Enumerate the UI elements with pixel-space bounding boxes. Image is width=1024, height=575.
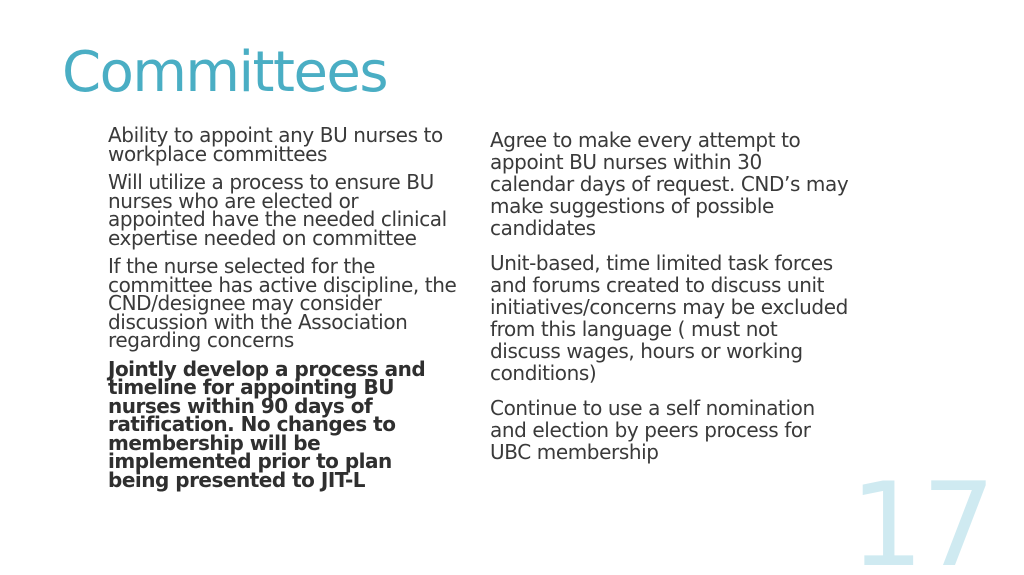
slide-title: Committees bbox=[62, 40, 388, 105]
left-column bbox=[108, 123, 458, 499]
left-bullet-3: If the nurse selected for the committee has active discipline, the CND/designee may consider discussion with the Association regarding concerns bbox=[108, 254, 457, 352]
right-bullet-2: Unit-based, time limited task forces and forums created to discuss unit initiatives/concerns may be excluded from this language ( must not discuss wages, hours or working conditions) bbox=[490, 251, 848, 385]
left-bullet-2: Will utilize a process to ensure BU nurses who are elected or appointed have the needed clinical expertise needed on committee bbox=[108, 170, 447, 250]
left-bullet-1: Ability to appoint any BU nurses to workplace committees bbox=[108, 123, 443, 166]
right-bullet-3: Continue to use a self nomination and election by peers process for UBC membership bbox=[490, 396, 815, 464]
right-column bbox=[490, 129, 850, 476]
right-bullet-1: Agree to make every attempt to appoint BU nurses within 30 calendar days of request. CND’s may make suggestions of possible candidates bbox=[490, 128, 849, 240]
left-bullet-4-bold: Jointly develop a process and timeline for appointing BU nurses within 90 days of ratification. No changes to membership will be implemented prior to plan being presented to JIT-L bbox=[108, 356, 426, 492]
page-number: 17 bbox=[850, 458, 994, 575]
